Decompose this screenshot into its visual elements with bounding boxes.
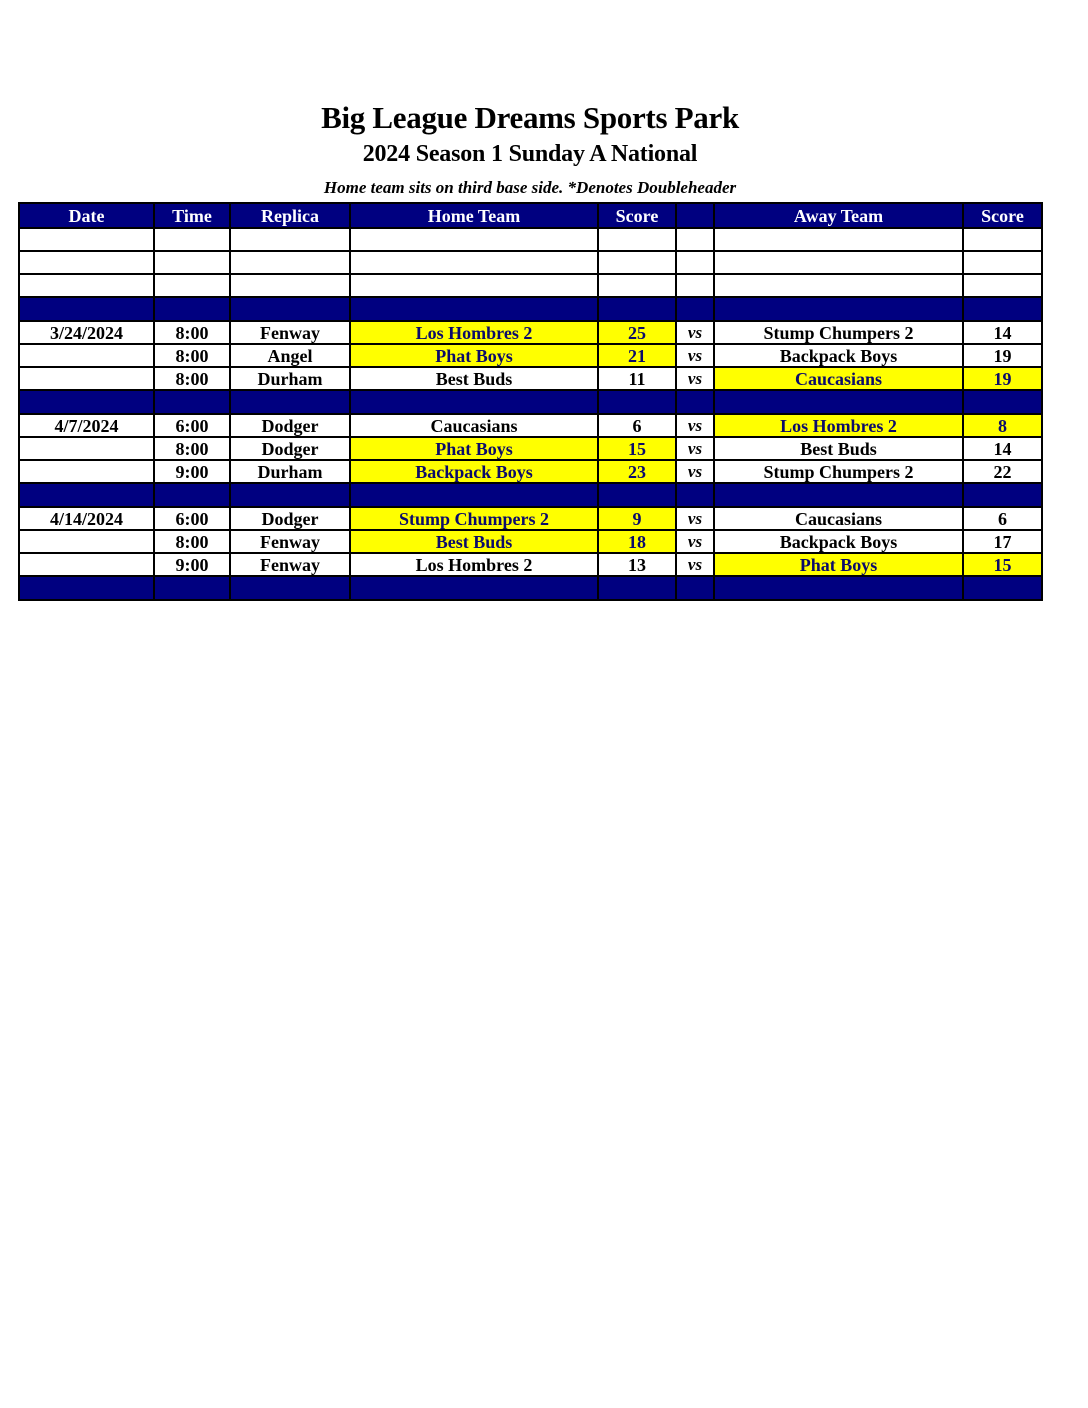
game-row	[19, 367, 1042, 390]
separator-cell	[714, 483, 963, 507]
game-date	[19, 344, 154, 367]
blank-row	[19, 251, 1042, 274]
home-score: 25	[598, 321, 676, 344]
home-team: Best Buds	[350, 530, 598, 553]
away-team: Backpack Boys	[714, 344, 963, 367]
game-date	[19, 437, 154, 460]
away-team: Phat Boys	[714, 553, 963, 576]
separator-cell	[230, 576, 350, 600]
away-score: 6	[963, 507, 1042, 530]
game-replica-field: Durham	[230, 367, 350, 390]
away-team: Backpack Boys	[714, 530, 963, 553]
game-row	[19, 460, 1042, 483]
vs-label: vs	[676, 530, 714, 553]
separator-cell	[598, 576, 676, 600]
away-score: 19	[963, 367, 1042, 390]
home-team: Stump Chumpers 2	[350, 507, 598, 530]
game-replica-field: Dodger	[230, 507, 350, 530]
separator-cell	[676, 390, 714, 414]
vs-label: vs	[676, 437, 714, 460]
away-team: Caucasians	[714, 507, 963, 530]
home-score: 11	[598, 367, 676, 390]
game-row	[19, 321, 1042, 344]
column-header-vs	[676, 203, 714, 228]
away-team: Stump Chumpers 2	[714, 321, 963, 344]
separator-cell	[598, 483, 676, 507]
separator-cell	[350, 576, 598, 600]
game-row	[19, 553, 1042, 576]
separator-cell	[350, 483, 598, 507]
away-score: 22	[963, 460, 1042, 483]
column-header-replica: Replica	[230, 203, 350, 228]
game-replica-field: Fenway	[230, 530, 350, 553]
home-score: 21	[598, 344, 676, 367]
home-score: 6	[598, 414, 676, 437]
page-title: Big League Dreams Sports Park	[321, 100, 739, 135]
separator-cell	[963, 390, 1042, 414]
game-date: 3/24/2024	[19, 321, 154, 344]
separator-cell	[154, 576, 230, 600]
away-score: 17	[963, 530, 1042, 553]
game-time: 6:00	[154, 414, 230, 437]
separator-cell	[963, 483, 1042, 507]
game-date	[19, 460, 154, 483]
game-time: 9:00	[154, 553, 230, 576]
away-team: Los Hombres 2	[714, 414, 963, 437]
schedule-body	[19, 228, 1042, 600]
away-team: Stump Chumpers 2	[714, 460, 963, 483]
vs-label: vs	[676, 367, 714, 390]
game-date	[19, 367, 154, 390]
column-header-time: Time	[154, 203, 230, 228]
away-score: 8	[963, 414, 1042, 437]
home-team: Phat Boys	[350, 344, 598, 367]
separator-cell	[19, 483, 154, 507]
game-time: 8:00	[154, 344, 230, 367]
schedule-note: Home team sits on third base side. *Denotes Doubleheader	[323, 178, 737, 197]
separator-cell	[676, 576, 714, 600]
game-date	[19, 553, 154, 576]
vs-label: vs	[676, 507, 714, 530]
home-score: 18	[598, 530, 676, 553]
column-header-date: Date	[19, 203, 154, 228]
separator-cell	[230, 483, 350, 507]
away-score: 15	[963, 553, 1042, 576]
game-replica-field: Dodger	[230, 414, 350, 437]
separator-row	[19, 576, 1042, 600]
column-header-away-score: Score	[963, 203, 1042, 228]
home-team: Los Hombres 2	[350, 553, 598, 576]
game-row	[19, 344, 1042, 367]
separator-cell	[676, 483, 714, 507]
separator-cell	[714, 576, 963, 600]
separator-cell	[154, 483, 230, 507]
game-date: 4/14/2024	[19, 507, 154, 530]
game-time: 8:00	[154, 530, 230, 553]
separator-cell	[350, 390, 598, 414]
game-row	[19, 414, 1042, 437]
away-score: 14	[963, 437, 1042, 460]
column-header-home-score: Score	[598, 203, 676, 228]
page-subtitle: 2024 Season 1 Sunday A National	[362, 141, 698, 167]
vs-label: vs	[676, 321, 714, 344]
home-team: Phat Boys	[350, 437, 598, 460]
vs-label: vs	[676, 414, 714, 437]
game-date: 4/7/2024	[19, 414, 154, 437]
vs-label: vs	[676, 553, 714, 576]
blank-row	[19, 228, 1042, 251]
vs-label: vs	[676, 344, 714, 367]
table-header-row	[19, 203, 1042, 228]
game-time: 8:00	[154, 437, 230, 460]
game-time: 9:00	[154, 460, 230, 483]
separator-cell	[230, 390, 350, 414]
separator-cell	[598, 390, 676, 414]
game-time: 8:00	[154, 321, 230, 344]
vs-label: vs	[676, 460, 714, 483]
home-score: 23	[598, 460, 676, 483]
game-replica-field: Durham	[230, 460, 350, 483]
game-row	[19, 530, 1042, 553]
home-score: 9	[598, 507, 676, 530]
separator-cell	[714, 390, 963, 414]
game-replica-field: Fenway	[230, 553, 350, 576]
separator-row	[19, 483, 1042, 507]
separator-cell	[154, 390, 230, 414]
home-team: Backpack Boys	[350, 460, 598, 483]
game-replica-field: Angel	[230, 344, 350, 367]
away-score: 14	[963, 321, 1042, 344]
column-header-away-team: Away Team	[714, 203, 963, 228]
separator-cell	[963, 576, 1042, 600]
home-team: Caucasians	[350, 414, 598, 437]
separator-cell	[19, 390, 154, 414]
game-row	[19, 507, 1042, 530]
schedule-table	[18, 202, 1043, 601]
separator-cell	[19, 576, 154, 600]
home-team: Los Hombres 2	[350, 321, 598, 344]
game-date	[19, 530, 154, 553]
blank-row	[19, 274, 1042, 297]
game-time: 8:00	[154, 367, 230, 390]
away-team: Best Buds	[714, 437, 963, 460]
away-team: Caucasians	[714, 367, 963, 390]
away-score: 19	[963, 344, 1042, 367]
game-replica-field: Fenway	[230, 321, 350, 344]
home-score: 13	[598, 553, 676, 576]
game-time: 6:00	[154, 507, 230, 530]
home-score: 15	[598, 437, 676, 460]
home-team: Best Buds	[350, 367, 598, 390]
game-row	[19, 437, 1042, 460]
game-replica-field: Dodger	[230, 437, 350, 460]
separator-row	[19, 390, 1042, 414]
separator-row	[19, 297, 1042, 321]
column-header-home-team: Home Team	[350, 203, 598, 228]
